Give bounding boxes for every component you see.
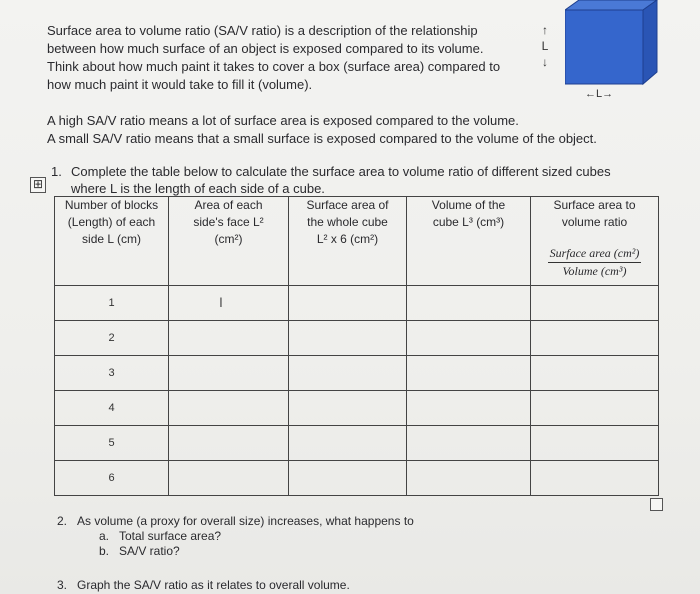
sub-question — [57, 529, 617, 544]
question-1 — [51, 163, 651, 197]
header-surface-area — [289, 197, 407, 286]
header-line: Area of each — [194, 198, 263, 212]
volume-cell[interactable] — [407, 461, 531, 496]
volume-cell[interactable] — [407, 321, 531, 356]
table-resize-handle[interactable] — [650, 498, 663, 511]
volume-cell[interactable] — [407, 356, 531, 391]
intro-line: how much paint it would take to fill it (volume). — [47, 77, 313, 92]
intro-line: Surface area to volume ratio (SA/V ratio) is a description of the relationship — [47, 23, 478, 38]
header-line: Surface area to — [553, 198, 636, 212]
surface-area-cell[interactable] — [289, 391, 407, 426]
blocks-cell[interactable]: 2 — [55, 321, 169, 356]
ratio-formula — [548, 245, 642, 280]
surface-area-cell[interactable] — [289, 461, 407, 496]
header-line: cube L³ (cm³) — [432, 215, 505, 229]
blocks-cell[interactable]: 6 — [55, 461, 169, 496]
question-2 — [57, 514, 617, 559]
high-ratio-note: A high SA/V ratio means a lot of surface area is exposed compared to the volume. — [47, 113, 519, 128]
intro-line: between how much surface of an object is exposed compared to its volume. — [47, 41, 484, 56]
arrow-down-icon: ↓ — [542, 55, 548, 69]
cube-illustration — [565, 0, 665, 90]
question-text: where L is the length of each side of a cube. — [71, 181, 325, 196]
sub-text: Total surface area? — [119, 529, 222, 543]
sub-letter: a. — [99, 529, 110, 543]
table-row — [55, 356, 659, 391]
header-line: Number of blocks — [64, 198, 159, 212]
surface-area-cell[interactable] — [289, 426, 407, 461]
cube-width-label: ←L→ — [585, 88, 614, 100]
arrow-up-icon: ↑ — [542, 23, 548, 37]
ratio-cell[interactable] — [531, 391, 659, 426]
ratio-cell[interactable] — [531, 286, 659, 321]
table-row — [55, 391, 659, 426]
formula-numerator: Surface area (cm²) — [548, 245, 642, 263]
volume-cell[interactable] — [407, 286, 531, 321]
question-text: As volume (a proxy for overall size) increases, what happens to — [77, 514, 414, 528]
sub-text: SA/V ratio? — [119, 544, 180, 558]
ratio-cell[interactable] — [531, 356, 659, 391]
header-volume — [407, 197, 531, 286]
face-area-cell[interactable] — [169, 426, 289, 461]
surface-area-cell[interactable] — [289, 356, 407, 391]
formula-denominator: Volume (cm³) — [562, 264, 627, 278]
header-face-area — [169, 197, 289, 286]
text-cursor-icon: I — [219, 294, 223, 310]
table-row — [55, 321, 659, 356]
question-number: 2. — [57, 514, 68, 528]
header-line: (cm²) — [214, 232, 243, 246]
table-row — [55, 461, 659, 496]
header-line: volume ratio — [561, 215, 628, 229]
header-number-of-blocks — [55, 197, 169, 286]
sub-letter: b. — [99, 544, 110, 558]
header-line: the whole cube — [307, 215, 388, 229]
table-header-row — [55, 197, 659, 286]
surface-area-cell[interactable] — [289, 286, 407, 321]
low-ratio-note: A small SA/V ratio means that a small surface is exposed compared to the volume of the object. — [47, 131, 597, 146]
ratio-cell[interactable] — [531, 321, 659, 356]
face-area-cell[interactable] — [169, 356, 289, 391]
length-letter: L — [541, 39, 549, 53]
header-line: Surface area of — [306, 198, 389, 212]
header-line: (Length) of each — [67, 215, 156, 229]
header-line: side's face L² — [193, 215, 264, 229]
question-text: Graph the SA/V ratio as it relates to overall volume. — [77, 578, 350, 592]
face-area-cell[interactable] — [169, 321, 289, 356]
ratio-cell[interactable] — [531, 426, 659, 461]
cube-ratio-table — [54, 196, 659, 496]
face-area-cell[interactable] — [169, 391, 289, 426]
header-ratio — [531, 197, 659, 286]
table-row — [55, 286, 659, 321]
question-number: 3. — [57, 578, 68, 592]
intro-paragraph — [47, 22, 527, 94]
intro-line: Think about how much paint it takes to cover a box (surface area) compared to — [47, 59, 501, 74]
blocks-cell[interactable]: 5 — [55, 426, 169, 461]
question-3 — [57, 578, 617, 593]
header-line: Volume of the — [431, 198, 506, 212]
surface-area-cell[interactable] — [289, 321, 407, 356]
table-move-icon[interactable]: ⊞ — [30, 177, 46, 193]
volume-cell[interactable] — [407, 426, 531, 461]
question-text: Complete the table below to calculate the surface area to volume ratio of different sized cubes — [71, 164, 611, 179]
volume-cell[interactable] — [407, 391, 531, 426]
sub-question — [57, 544, 617, 559]
ratio-notes — [47, 112, 647, 148]
header-line: side L (cm) — [82, 232, 141, 246]
face-area-cell[interactable] — [169, 286, 289, 321]
table-row — [55, 426, 659, 461]
header-line: L² x 6 (cm²) — [316, 232, 379, 246]
blocks-cell[interactable]: 4 — [55, 391, 169, 426]
cube-height-label — [538, 22, 552, 70]
face-area-cell[interactable] — [169, 461, 289, 496]
blocks-cell[interactable]: 3 — [55, 356, 169, 391]
question-number: 1. — [51, 164, 62, 179]
blocks-cell[interactable]: 1 — [55, 286, 169, 321]
ratio-cell[interactable] — [531, 461, 659, 496]
